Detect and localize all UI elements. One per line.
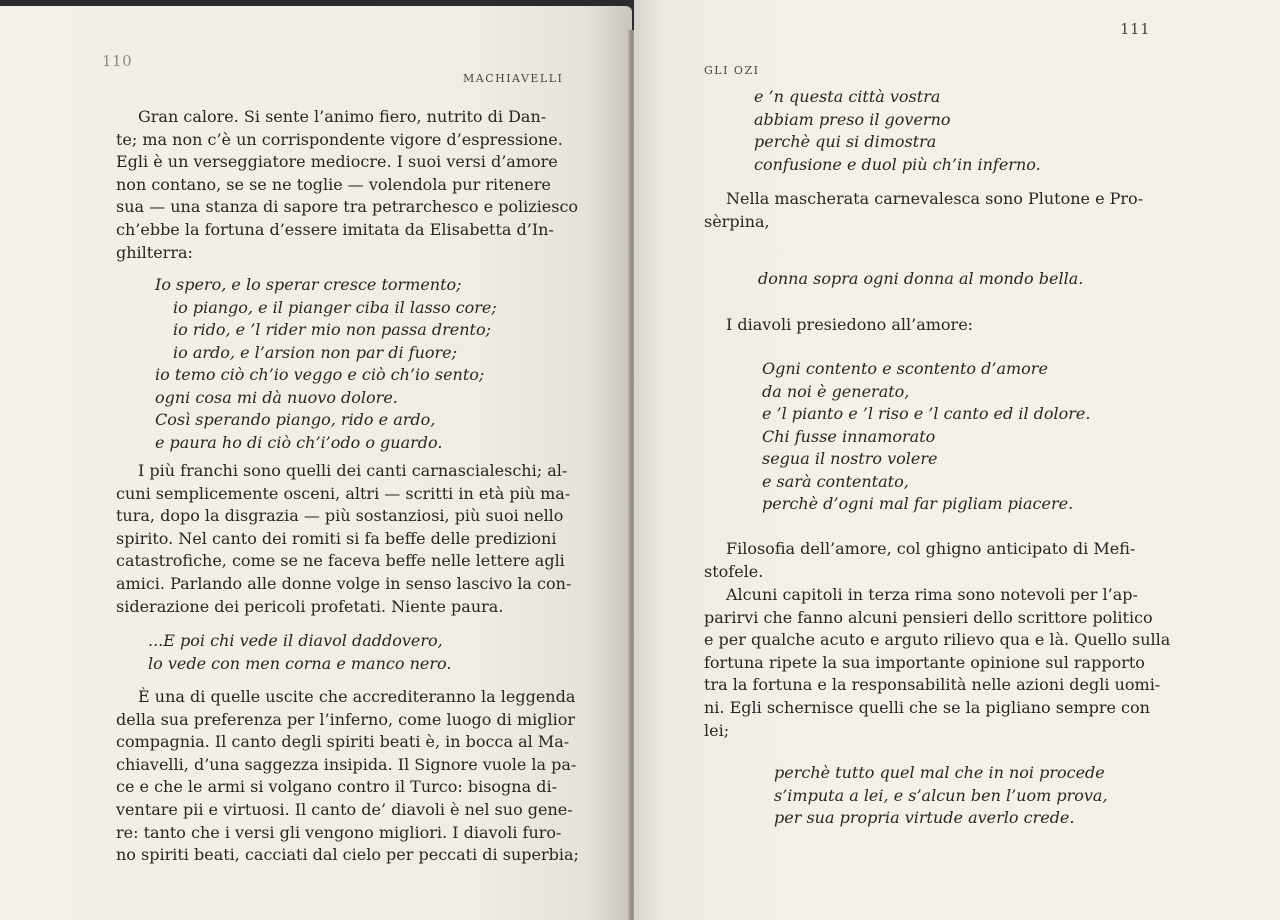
verse-line: perchè tutto quel mal che in noi procede [774, 763, 1105, 782]
verse-line: e sarà contentato, [762, 471, 909, 491]
right-paragraph-2 [704, 314, 1174, 337]
text-line: tura, dopo la disgrazia — più sostanziosi, più suoi nello [116, 506, 564, 526]
verse-line: confusione e duol più ch’in inferno. [754, 154, 1041, 174]
verse-line: Io spero, e lo sperar cresce tormento; [155, 275, 462, 294]
text-line: spirito. Nel canto dei romiti si fa beffe delle predizioni [116, 528, 557, 548]
text-line: ce e che le armi si volgano contro il Turco: bisogna di- [116, 777, 557, 797]
text-line: lei; [704, 720, 730, 740]
left-paragraph-2 [116, 460, 576, 618]
right-paragraph-4 [704, 584, 1174, 742]
text-line: I diavoli presiedono all’amore: [726, 315, 974, 334]
text-line: ventare pii e virtuosi. Il canto de’ diavoli è nel suo gene- [116, 799, 573, 819]
text-line: catastrofiche, come se ne faceva beffe nelle lettere agli [116, 551, 565, 571]
text-line: ghilterra: [116, 242, 193, 262]
verse-line: segua il nostro volere [762, 449, 938, 468]
verse-line: per sua propria virtude averlo crede. [774, 808, 1075, 827]
text-line: Nella mascherata carnevalesca sono Plutone e Pro- [726, 189, 1144, 208]
verse-line: io temo ciò ch’io veggo e ciò ch’io sento; [155, 365, 485, 384]
verse-line: abbiam preso il governo [754, 109, 951, 129]
text-line: te; ma non c’è un corrispondente vigore d’espressione. [116, 129, 563, 149]
right-paragraph-3 [704, 538, 1174, 583]
verse-line: Ogni contento e scontento d’amore [762, 359, 1048, 378]
text-line: ch’ebbe la fortuna d’essere imitata da Elisabetta d’In- [116, 219, 554, 239]
text-line: fortuna ripete la sua importante opinione sul rapporto [704, 652, 1145, 672]
text-line: siderazione dei pericoli profetati. Niente paura. [116, 596, 504, 616]
page-number-right: 111 [1120, 20, 1151, 38]
text-line: e per qualche acuto e arguto rilievo qua e là. Quello sulla [704, 630, 1171, 650]
verse-line: s’imputa a lei, e s’alcun ben l’uom prova, [774, 785, 1108, 805]
verse-line: lo vede con men corna e manco nero. [148, 653, 452, 673]
verse-line: io ardo, e l’arsion non par di fuore; [173, 342, 458, 362]
verse-line: e ’n questa città vostra [754, 87, 941, 106]
right-verse-2 [758, 268, 1083, 291]
verse-line: e ’l pianto e ’l riso e ’l canto ed il dolore. [762, 404, 1091, 423]
text-line: È una di quelle uscite che accrediteranno la leggenda [138, 687, 576, 706]
left-page [0, 6, 632, 920]
text-line: Filosofia dell’amore, col ghigno anticipato di Mefi- [726, 539, 1136, 558]
left-verse-2 [148, 630, 451, 675]
text-line: ni. Egli schernisce quelli che se la pigliano sempre con [704, 697, 1150, 717]
text-line: Gran calore. Si sente l’animo fiero, nutrito di Dan- [138, 107, 547, 126]
left-verse-1 [155, 274, 497, 454]
right-verse-1 [754, 86, 1041, 176]
text-line: non contano, se se ne toglie — volendola pur ritenere [116, 174, 551, 194]
verse-line: ogni cosa mi dà nuovo dolore. [155, 387, 398, 407]
left-paragraph-3 [116, 686, 579, 867]
text-line: stofele. [704, 561, 764, 581]
running-head-left: MACHIAVELLI [463, 72, 564, 85]
verse-line: io rido, e ’l rider mio non passa drento; [173, 320, 491, 339]
text-line: sua — una stanza di sapore tra petrarchesco e poliziesco [116, 197, 579, 217]
text-line: sèrpina, [704, 211, 770, 231]
text-line: della sua preferenza per l’inferno, come luogo di miglior [116, 709, 575, 729]
text-line: I più franchi sono quelli dei canti carnascialeschi; al- [138, 461, 568, 480]
text-line: re: tanto che i versi gli vengono migliori. I diavoli furo- [116, 822, 562, 842]
verse-line: ...E poi chi vede il diavol daddovero, [148, 631, 443, 650]
text-line: Egli è un verseggiatore mediocre. I suoi versi d’amore [116, 152, 558, 172]
text-line: chiavelli, d’una saggezza insipida. Il Signore vuole la pa- [116, 754, 577, 774]
verse-line: Così sperando piango, rido e ardo, [155, 410, 436, 429]
right-paragraph-1 [704, 188, 1174, 233]
right-page [634, 0, 1280, 920]
text-line: compagnia. Il canto degli spiriti beati è, in bocca al Ma- [116, 732, 570, 752]
text-line: tra la fortuna e la responsabilità nelle azioni degli uomi- [704, 675, 1161, 695]
left-paragraph-1 [116, 106, 579, 264]
text-line: no spiriti beati, cacciati dal cielo per peccati di superbia; [116, 845, 579, 865]
text-line: Alcuni capitoli in terza rima sono notevoli per l’ap- [726, 585, 1138, 604]
right-verse-4 [774, 762, 1108, 830]
verse-line: Chi fusse innamorato [762, 426, 936, 446]
verse-line: perchè d’ogni mal far pigliam piacere. [762, 494, 1074, 513]
text-line: amici. Parlando alle donne volge in senso lascivo la con- [116, 573, 572, 593]
verse-line: da noi è generato, [762, 381, 910, 401]
page-number-left: 110 [102, 52, 133, 70]
verse-line: donna sopra ogni donna al mondo bella. [758, 269, 1084, 288]
running-head-right: GLI OZI [704, 64, 760, 77]
text-line: parirvi che fanno alcuni pensieri dello scrittore politico [704, 607, 1153, 627]
verse-line: io piango, e il pianger ciba il lasso core; [173, 297, 497, 317]
verse-line: e paura ho di ciò ch’i’odo o guardo. [155, 432, 443, 452]
verse-line: perchè qui si dimostra [754, 132, 937, 151]
right-verse-3 [762, 358, 1090, 516]
text-line: cuni semplicemente osceni, altri — scritti in età più ma- [116, 483, 571, 503]
